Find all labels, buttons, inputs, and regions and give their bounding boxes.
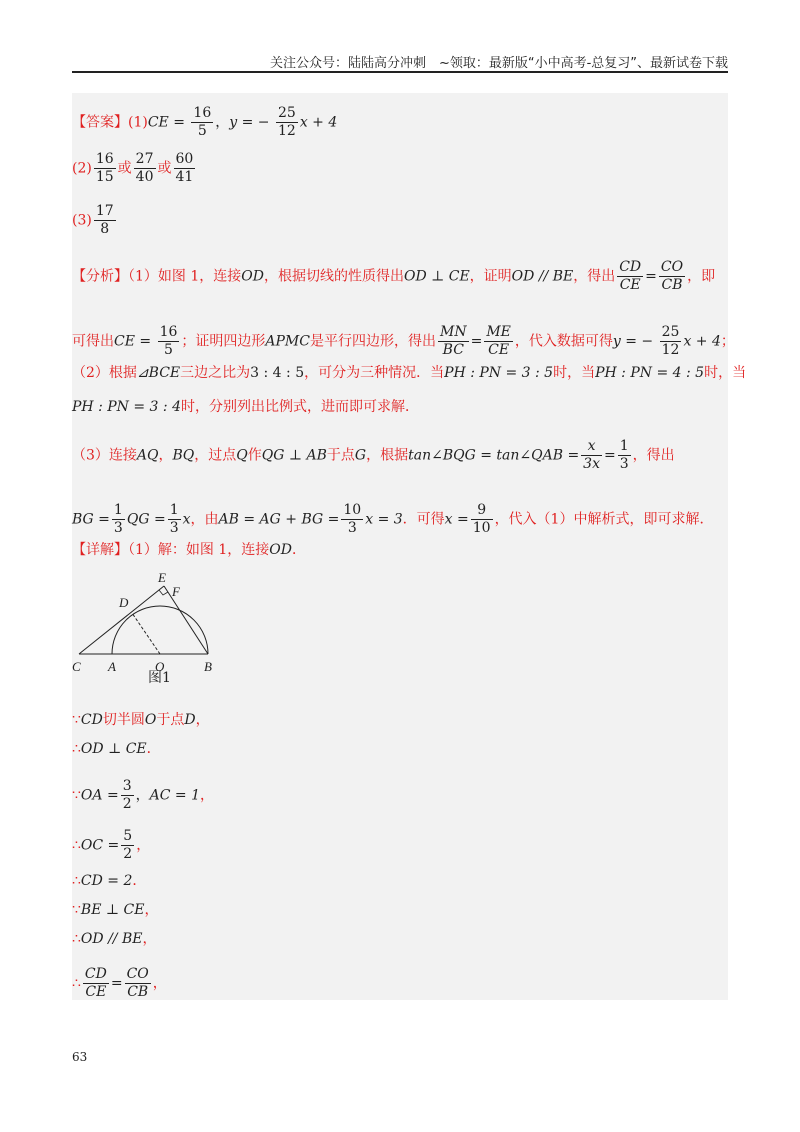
answer-part3-prefix: (3) bbox=[72, 212, 92, 229]
answer-line-2: (2) $\frac{16}{15}$ 或 $\frac{27}{40}$ 或 $\frac{60}{41}$ bbox=[72, 151, 194, 185]
proof-line-4: ∴OC = $\frac{5}{2}$ ， bbox=[72, 828, 151, 862]
analysis-line-2: 可得出CE = $\frac{16}{5}$ ；证明四边形APMC是平行四边形，得出 $\frac{MN}{BC}$ = $\frac{ME}{CE}$ ，代入数据可得y = − $\frac{25}{12}$ x + 4； bbox=[72, 324, 735, 358]
solution-content bbox=[72, 93, 747, 1000]
answer-or-1: 或 bbox=[117, 160, 132, 177]
answer-ce-fraction: $\frac{16}{5}$ bbox=[193, 105, 212, 139]
answer-or-2: 或 bbox=[157, 160, 172, 177]
geometry-figure bbox=[72, 570, 222, 680]
answer-ce-symbol: CE bbox=[147, 114, 169, 131]
line-eb bbox=[164, 586, 208, 654]
answer-part1-prefix: (1) bbox=[128, 114, 148, 131]
analysis-line-6: BG = $\frac{1}{3}$ QG = $\frac{1}{3}$ x，由AB = AG + BG = $\frac{10}{3}$ x = 3．可得x = $\frac{9}{10}$ ，代入（1）中解析式，即可求解． bbox=[72, 502, 714, 536]
detail-line-1: 【详解】（1）解：如图 1，连接OD． bbox=[72, 542, 306, 558]
figure-caption: 图1 bbox=[148, 670, 171, 686]
analysis-label: 【分析】 bbox=[72, 268, 128, 285]
label-o: O bbox=[155, 659, 165, 674]
proof-line-6: ∵BE ⊥ CE， bbox=[72, 902, 159, 918]
answer-y-tail: x + 4 bbox=[299, 114, 338, 131]
header-rule bbox=[72, 71, 728, 73]
semicircle-arc bbox=[112, 606, 208, 654]
proof-line-8: ∴ $\frac{CD}{CE}$ = $\frac{CO}{CB}$ ， bbox=[72, 966, 167, 1000]
label-f: F bbox=[172, 584, 180, 599]
label-d: D bbox=[119, 595, 129, 610]
detail-label: 【详解】 bbox=[72, 542, 128, 558]
analysis-line-4: PH : PN = 3 : 4时，分别列出比例式，进而即可求解． bbox=[72, 399, 419, 415]
proof-line-1: ∵CD切半圆O于点D， bbox=[72, 712, 210, 728]
answer-y-fraction: $\frac{25}{12}$ bbox=[277, 105, 296, 139]
proof-line-2: ∴OD ⊥ CE． bbox=[72, 741, 161, 757]
answer-line-3: (3) $\frac{17}{8}$ bbox=[72, 203, 114, 237]
analysis-line-5: （3）连接AQ，BQ，过点Q作QG ⊥ AB于点G，根据tan∠BQG = tan∠QAB = $\frac{x}{3x}$ = $\frac{1}{3}$ ，得出 bbox=[72, 438, 675, 472]
label-e: E bbox=[158, 570, 166, 585]
answer-y-symbol: y bbox=[229, 114, 238, 131]
label-b: B bbox=[204, 659, 212, 674]
page-header: 关注公众号：陆陆高分冲刺 ~领取：最新版“小中高考-总复习”、最新试卷下载 bbox=[269, 56, 728, 71]
page-number: 63 bbox=[72, 1050, 88, 1064]
proof-line-3: ∵OA = $\frac{3}{2}$ ，AC = 1， bbox=[72, 778, 214, 812]
line-od bbox=[132, 613, 160, 654]
answer-part2-prefix: (2) bbox=[72, 160, 92, 177]
answer-line-1: 【答案】(1)CE = $\frac{16}{5}$ ，y = − $\frac{25}{12}$ x + 4 bbox=[72, 105, 338, 139]
proof-line-7: ∴OD // BE， bbox=[72, 931, 157, 947]
proof-line-5: ∴CD = 2． bbox=[72, 873, 147, 889]
analysis-line-1: 【分析】（1）如图 1，连接OD，根据切线的性质得出OD ⊥ CE，证明OD // BE，得出 $\frac{CD}{CE}$ = $\frac{CO}{CB}$ ，即 bbox=[72, 259, 716, 293]
label-a: A bbox=[108, 659, 116, 674]
analysis-line-3: （2）根据⊿BCE三边之比为3 : 4 : 5，可分为三种情况．当PH : PN = 3 : 5时，当PH : PN = 4 : 5时，当 bbox=[72, 365, 747, 381]
label-c: C bbox=[72, 659, 81, 674]
answer-label: 【答案】 bbox=[72, 114, 128, 131]
